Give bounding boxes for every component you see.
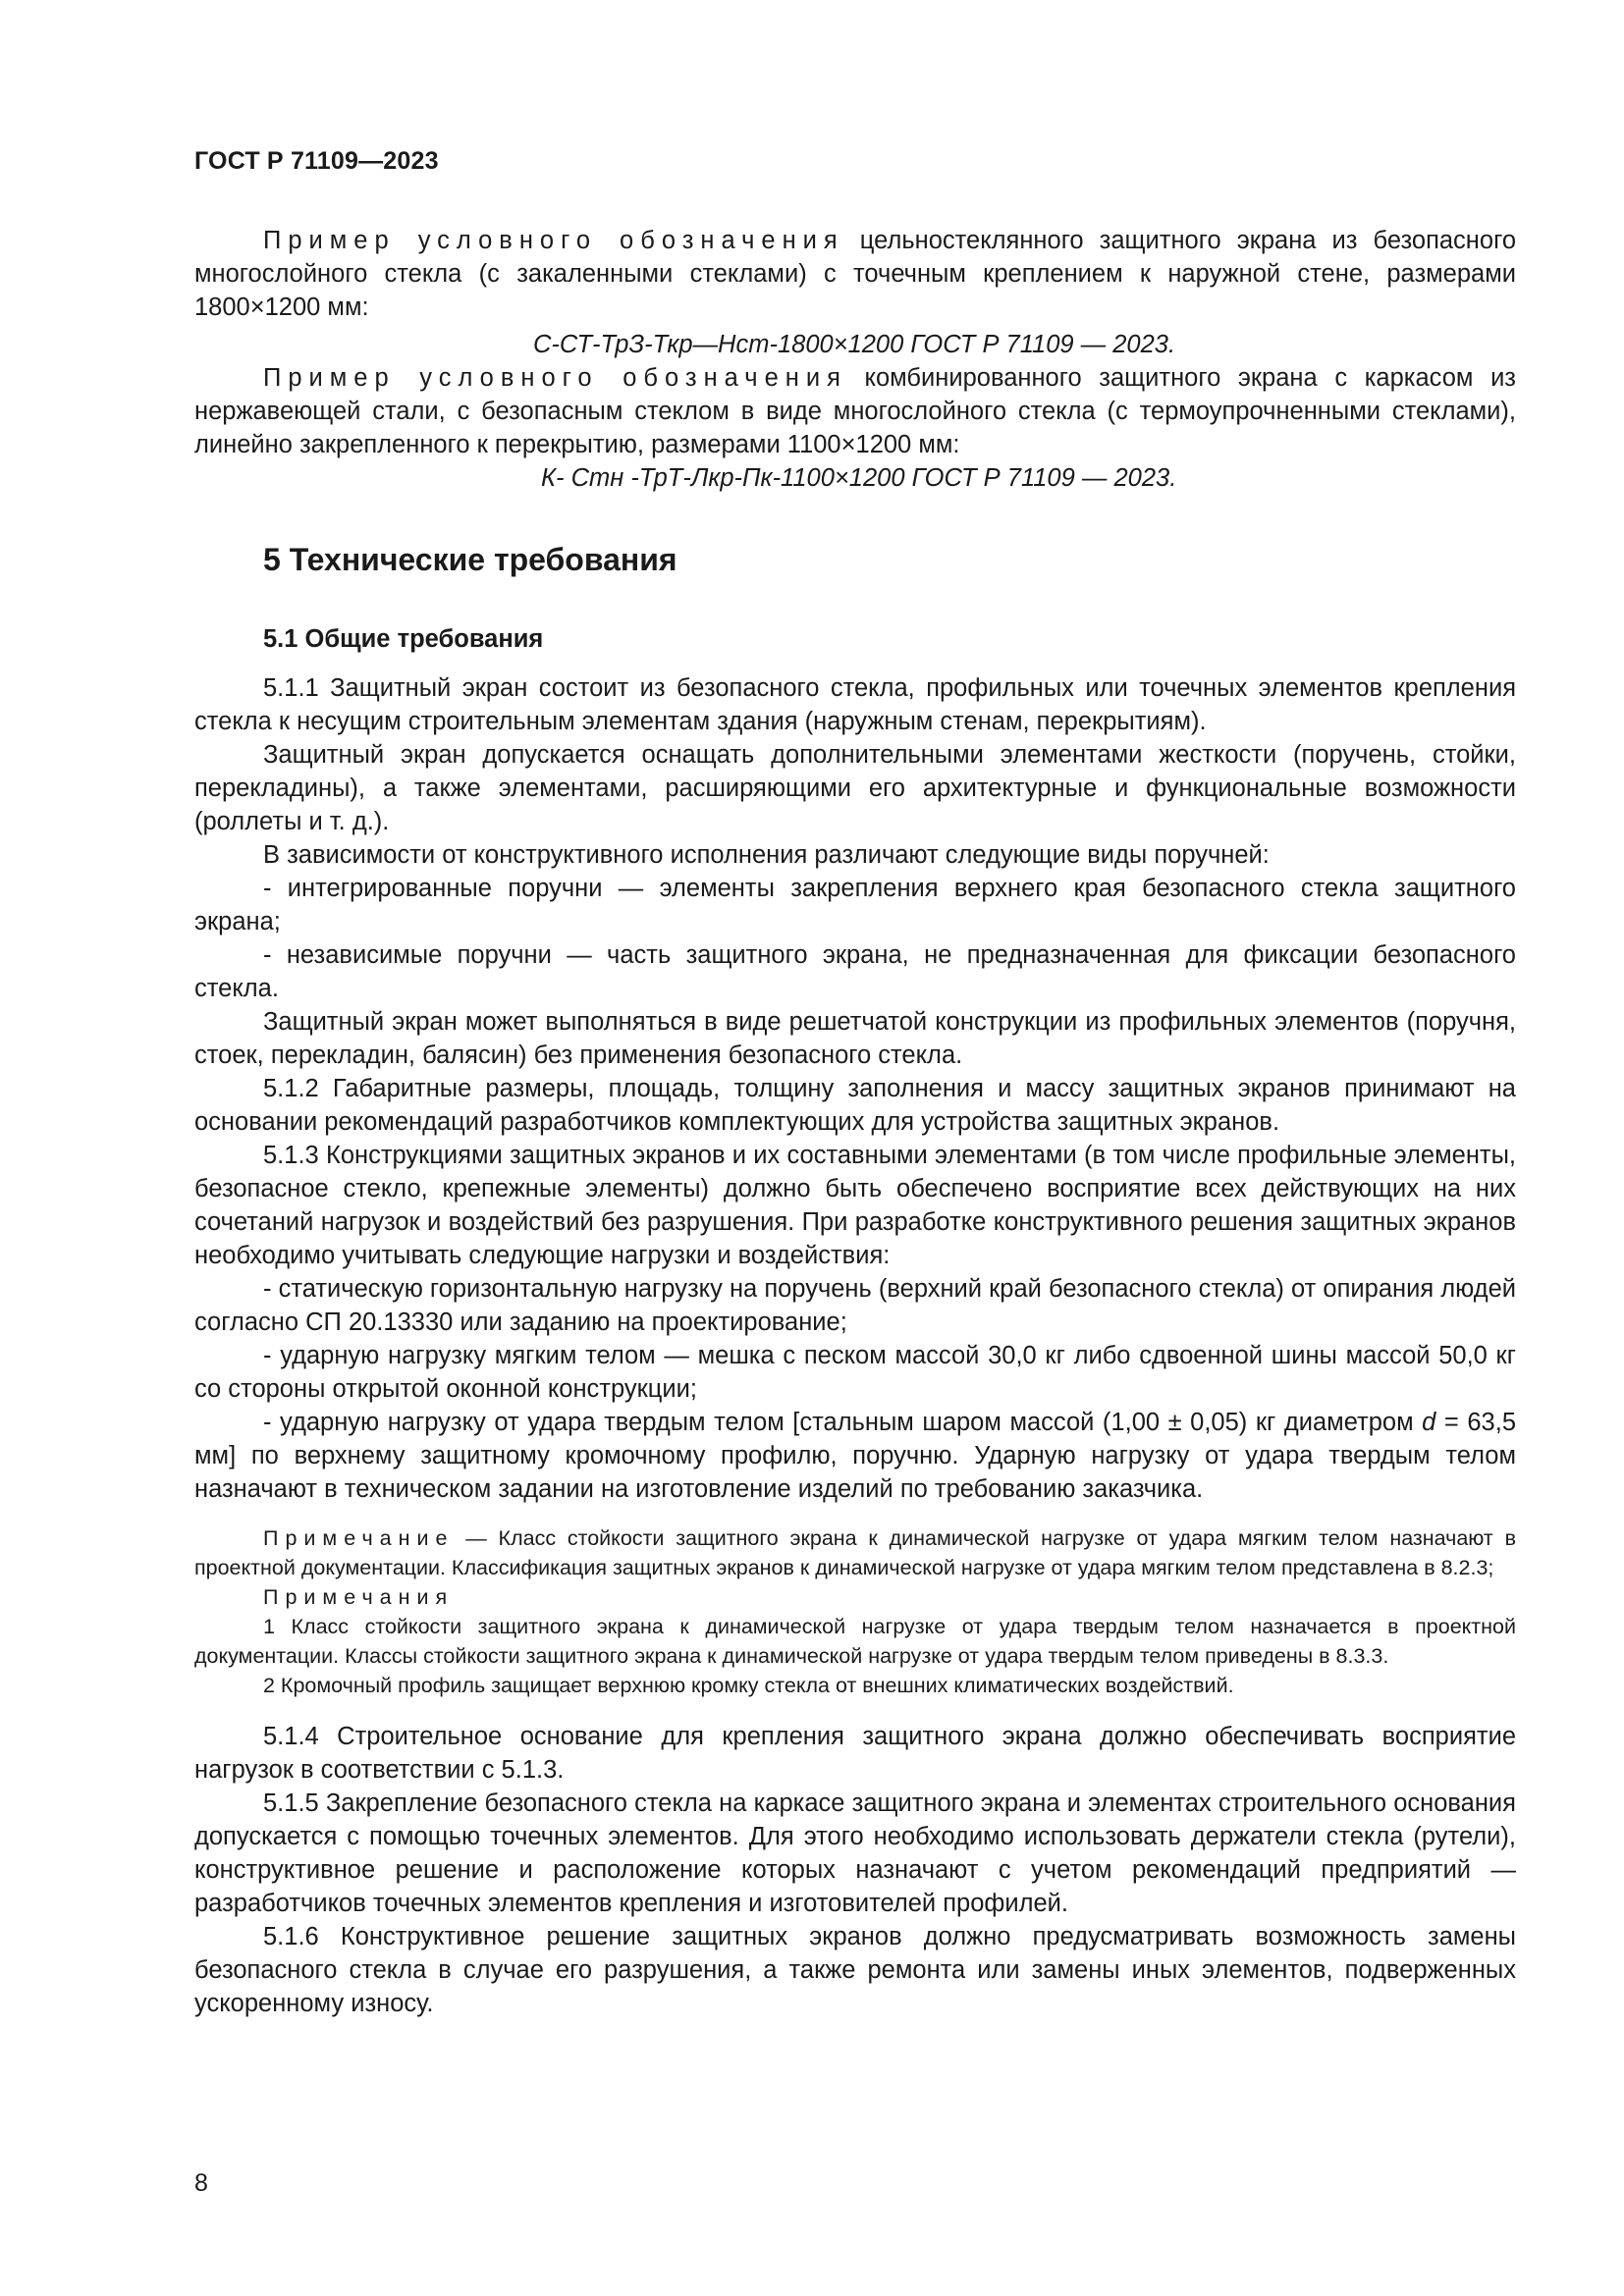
document-header: ГОСТ Р 71109—2023 <box>194 147 439 175</box>
subsection-title: 5.1 Общие требования <box>263 625 544 653</box>
paragraph-5-1-3: 5.1.3 Конструкциями защитных экранов и их составными элементами (в том числе профильные элементы, безопасное стекло, крепежные элементы) должно быть обеспечено восприятие всех действующих на них сочетаний нагрузок и воздействий без разрушения. При разработке конструктивного решения защитных экранов необходимо учитывать следующие нагрузки и воздействия: <box>194 1142 1516 1269</box>
example-label: Пример условного обозначения <box>263 364 847 392</box>
paragraph-5-1-4: 5.1.4 Строительное основание для крепления защитного экрана должно обеспечивать восприятие нагрузок в соответствии с 5.1.3. <box>194 1723 1516 1784</box>
text-fragment: = 63,5 мм] по верхнему защитному кромочному профилю, поручню. Ударную нагрузку от удара твердым телом назначают в техническом задании на изготовление изделий по требованию заказчика. <box>194 1409 1516 1503</box>
paragraph-5-1-1: 5.1.1 Защитный экран состоит из безопасного стекла, профильных или точечных элементов крепления стекла к несущим строительным элементам здания (наружным стенам, перекрытиям). <box>194 674 1516 735</box>
section-title: 5 Технические требования <box>263 542 677 577</box>
paragraph-5-1-6: 5.1.6 Конструктивное решение защитных экранов должно предусматривать возможность замены безопасного стекла в случае его разрушения, а также ремонта или замены иных элементов, подверженных ускоренному износу. <box>194 1923 1516 2017</box>
list-item: - статическую горизонтальную нагрузку на поручень (верхний край безопасного стекла) от опирания людей согласно СП 20.13330 или заданию на проектирование; <box>194 1275 1516 1336</box>
example-2 <box>194 361 1516 461</box>
variable-d: d <box>1422 1409 1436 1436</box>
example-1-designation: С-СТ-ТрЗ-Ткр—Нст-1800×1200 ГОСТ Р 71109 — 2023. <box>533 331 1176 358</box>
paragraph: Защитный экран допускается оснащать дополнительными элементами жесткости (поручень, стойки, перекладины), а также элементами, расширяющими его архитектурные и функциональные возможности (роллеты и т. д.). <box>194 741 1516 835</box>
notes-label: Примечания <box>263 1585 455 1609</box>
note-text: — Класс стойкости защитного экрана к динамической нагрузке от удара мягким телом назначают в проектной документации. Классификация защитных экранов к динамической нагрузке от удара мягким телом представлена в 8.2.3; <box>194 1526 1516 1579</box>
note <box>194 1523 1516 1582</box>
note-2: 2 Кромочный профиль защищает верхнюю кромку стекла от внешних климатических воздействий. <box>263 1674 1234 1697</box>
paragraph: Защитный экран может выполняться в виде решетчатой конструкции из профильных элементов (поручня, стоек, перекладин, балясин) без применения безопасного стекла. <box>194 1008 1516 1069</box>
paragraph-5-1-2: 5.1.2 Габаритные размеры, площадь, толщину заполнения и массу защитных экранов принимают на основании рекомендаций разработчиков комплектующих для устройства защитных экранов. <box>194 1075 1516 1136</box>
text-fragment: - ударную нагрузку от удара твердым телом [стальным шаром массой (1,00 ± 0,05) кг диаметром <box>263 1409 1423 1436</box>
example-text: комбинированного защитного экрана с каркасом из нержавеющей стали, с безопасным стеклом в виде многослойного стекла (с термоупрочненными стеклами), линейно закрепленного к перекрытию, размерами 1100×1200 мм: <box>194 364 1517 458</box>
list-item: - ударную нагрузку мягким телом — мешка с песком массой 30,0 кг либо сдвоенной шины массой 50,0 кг со стороны открытой оконной конструкции; <box>194 1342 1516 1403</box>
paragraph: В зависимости от конструктивного исполнения различают следующие виды поручней: <box>263 841 1270 869</box>
list-item: - интегрированные поручни — элементы закрепления верхнего края безопасного стекла защитного экрана; <box>194 875 1516 935</box>
list-item <box>194 1406 1516 1506</box>
example-text: цельностеклянного защитного экрана из безопасного многослойного стекла (с закаленными стеклами) с точечным креплением к наружной стене, размерами 1800×1200 мм: <box>194 227 1516 321</box>
note-label: Примечание <box>263 1526 455 1550</box>
page-content <box>194 224 1516 2020</box>
list-item: - независимые поручни — часть защитного экрана, не предназначенная для фиксации безопасного стекла. <box>194 941 1516 1002</box>
example-2-designation: К- Стн -ТрТ-Лкр-Пк-1100×1200 ГОСТ Р 71109 — 2023. <box>541 464 1177 492</box>
example-1 <box>194 224 1516 324</box>
page-number: 8 <box>194 2169 208 2197</box>
paragraph-5-1-5: 5.1.5 Закрепление безопасного стекла на каркасе защитного экрана и элементах строительного основания допускается с помощью точечных элементов. Для этого необходимо использовать держатели стекла (рутели), конструктивное решение и расположение которых назначают с учетом рекомендаций предприятий — разработчиков точечных элементов крепления и изготовителей профилей. <box>194 1789 1516 1917</box>
example-label: Пример условного обозначения <box>263 227 844 254</box>
note-1: 1 Класс стойкости защитного экрана к динамической нагрузке от удара твердым телом назначается в проектной документации. Классы стойкости защитного экрана к динамической нагрузке от удара твердым телом приведены в 8.3.3. <box>194 1615 1516 1668</box>
